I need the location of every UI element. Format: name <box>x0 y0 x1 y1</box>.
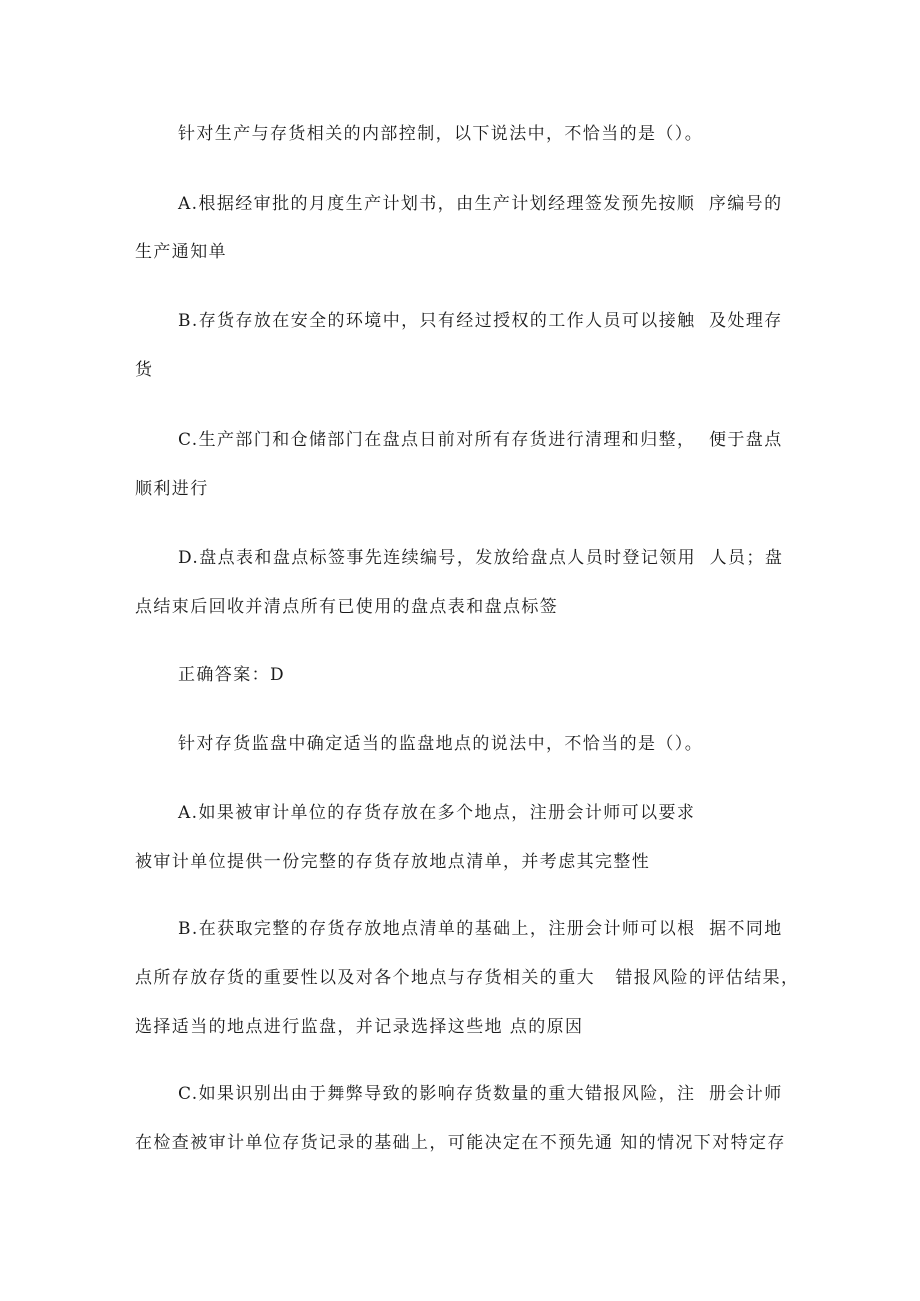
q2-option-b-line-2: 点所存放存货的重要性以及对各个地点与存货相关的重大 错报风险的评估结果， <box>135 968 800 988</box>
question-1-stem: 针对生产与存货相关的内部控制，以下说法中，不恰当的是（）。 <box>178 124 704 144</box>
q1-option-c-line-2: 顺利进行 <box>135 479 209 499</box>
question-2-stem: 针对存货监盘中确定适当的监盘地点的说法中，不恰当的是（）。 <box>178 734 704 754</box>
q2-option-a-line-2: 被审计单位提供一份完整的存货存放地点清单，并考虑其完整性 <box>135 852 651 872</box>
q1-option-b-line-2: 货 <box>135 360 154 380</box>
q1-option-b-line-1: B.存货存放在安全的环境中，只有经过授权的工作人员可以接触 及处理存 <box>178 311 783 331</box>
q1-option-a-line-1: A.根据经审批的月度生产计划书，由生产计划经理签发预先按顺 序编号的 <box>178 194 783 214</box>
q2-option-c-line-1: C.如果识别出由于舞弊导致的影响存货数量的重大错报风险，注 册会计师 <box>178 1084 783 1104</box>
q2-option-b-line-3: 选择适当的地点进行监盘，并记录选择这些地 点的原因 <box>135 1017 584 1037</box>
q1-option-d-line-1: D.盘点表和盘点标签事先连续编号，发放给盘点人员时登记领用 人员；盘 <box>178 548 784 568</box>
q2-option-b-line-1: B.在获取完整的存货存放地点清单的基础上，注册会计师可以根 据不同地 <box>178 919 783 939</box>
q1-correct-answer: 正确答案：D <box>178 665 286 685</box>
q1-option-d-line-2: 点结束后回收并清点所有已使用的盘点表和盘点标签 <box>135 597 559 617</box>
q1-option-a-line-2: 生产通知单 <box>135 242 227 262</box>
q1-option-c-line-1: C.生产部门和仓储部门在盘点日前对所有存货进行清理和归整， 便于盘点 <box>178 430 783 450</box>
q2-option-a-line-1: A.如果被审计单位的存货存放在多个地点，注册会计师可以要求 <box>178 803 696 823</box>
q2-option-c-line-2: 在检查被审计单位存货记录的基础上，可能决定在不预先通 知的情况下对特定存 <box>135 1133 786 1153</box>
